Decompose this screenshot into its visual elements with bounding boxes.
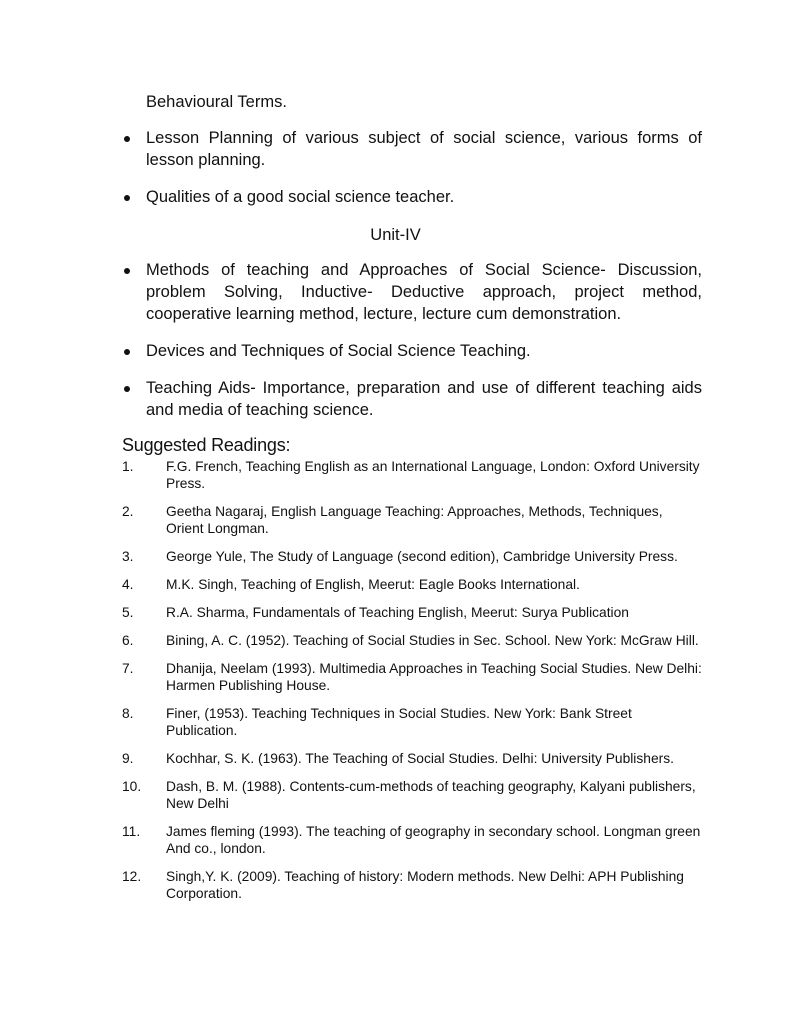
readings-heading: Suggested Readings: (122, 435, 291, 455)
reference-item (122, 458, 702, 492)
unit-heading: Unit-IV (370, 226, 421, 244)
bullet-item (118, 127, 702, 171)
bullet-text: Discussion, problem Solving, Inductive- Deductive approach, project method, cooperative learning method, lecture, lecture cum demonstration. (146, 261, 703, 323)
reference-item (122, 750, 702, 767)
bullet-item (118, 340, 702, 362)
reference-text: Bining, A. C. (1952). Teaching of Social Studies in Sec. School. New York: McGraw Hill. (166, 633, 699, 648)
reference-number: 8. (122, 706, 134, 721)
bullet-item (118, 259, 702, 325)
bullet-item (118, 186, 702, 208)
bullet-text: Lesson Planning of various subject of social science, various forms of lesson planning. (146, 129, 702, 169)
bullet-dot-icon (124, 195, 130, 201)
bullet-dot-icon (124, 386, 130, 392)
reference-item (122, 705, 702, 739)
reference-item (122, 823, 702, 857)
reference-number: 12. (122, 869, 142, 884)
reference-number: 9. (122, 751, 134, 766)
bullet-text: Teaching Aids- Importance, preparation and use of different teaching aids and media of teaching science. (146, 379, 702, 419)
reference-item (122, 660, 702, 694)
bullet-list-top (118, 127, 702, 208)
bullet-list-unit4 (118, 259, 702, 421)
reference-text: George Yule, The Study of Language (second edition), Cambridge University Press. (166, 549, 678, 564)
reference-item (122, 632, 702, 649)
reference-item (122, 778, 702, 812)
reference-number: 7. (122, 661, 134, 676)
bullet-dot-icon (124, 136, 130, 142)
bullet-dot-icon (124, 349, 130, 355)
reference-number: 10. (122, 779, 142, 794)
bullet-lead: Methods of teaching and Approaches of Social Science- (146, 261, 606, 279)
reference-number: 6. (122, 633, 134, 648)
reference-text: M.K. Singh, Teaching of English, Meerut: Eagle Books International. (166, 577, 580, 592)
bullet-item (118, 377, 702, 421)
reference-number: 2. (122, 504, 134, 519)
reference-item (122, 576, 702, 593)
reference-item (122, 868, 702, 902)
reference-item (122, 503, 702, 537)
reference-text: James fleming (1993). The teaching of geography in secondary school. Longman green And co., london. (166, 824, 701, 856)
bullet-dot-icon (124, 268, 130, 274)
reference-text: Singh,Y. K. (2009). Teaching of history: Modern methods. New Delhi: APH Publishing Corporation. (166, 869, 684, 901)
bullet-text: Qualities of a good social science teacher. (146, 188, 455, 206)
reference-list (122, 458, 702, 913)
reference-number: 4. (122, 577, 134, 592)
reference-text: Geetha Nagaraj, English Language Teaching: Approaches, Methods, Techniques, Orient Longman. (166, 504, 663, 536)
bullet-text: Devices and Techniques of Social Science Teaching. (146, 342, 531, 360)
reference-text: Finer, (1953). Teaching Techniques in Social Studies. New York: Bank Street Publication. (166, 706, 632, 738)
reference-number: 11. (122, 824, 141, 839)
reference-number: 3. (122, 549, 134, 564)
reference-text: Dhanija, Neelam (1993). Multimedia Approaches in Teaching Social Studies. New Delhi: Harmen Publishing House. (166, 661, 702, 693)
reference-item (122, 604, 702, 621)
reference-item (122, 548, 702, 565)
reference-text: R.A. Sharma, Fundamentals of Teaching English, Meerut: Surya Publication (166, 605, 629, 620)
reference-text: F.G. French, Teaching English as an International Language, London: Oxford University Press. (166, 459, 700, 491)
reference-number: 1. (122, 459, 134, 474)
reference-text: Kochhar, S. K. (1963). The Teaching of Social Studies. Delhi: University Publishers. (166, 751, 674, 766)
continuation-text: Behavioural Terms. (146, 93, 287, 111)
reference-number: 5. (122, 605, 134, 620)
reference-text: Dash, B. M. (1988). Contents-cum-methods of teaching geography, Kalyani publishers, New Delhi (166, 779, 696, 811)
